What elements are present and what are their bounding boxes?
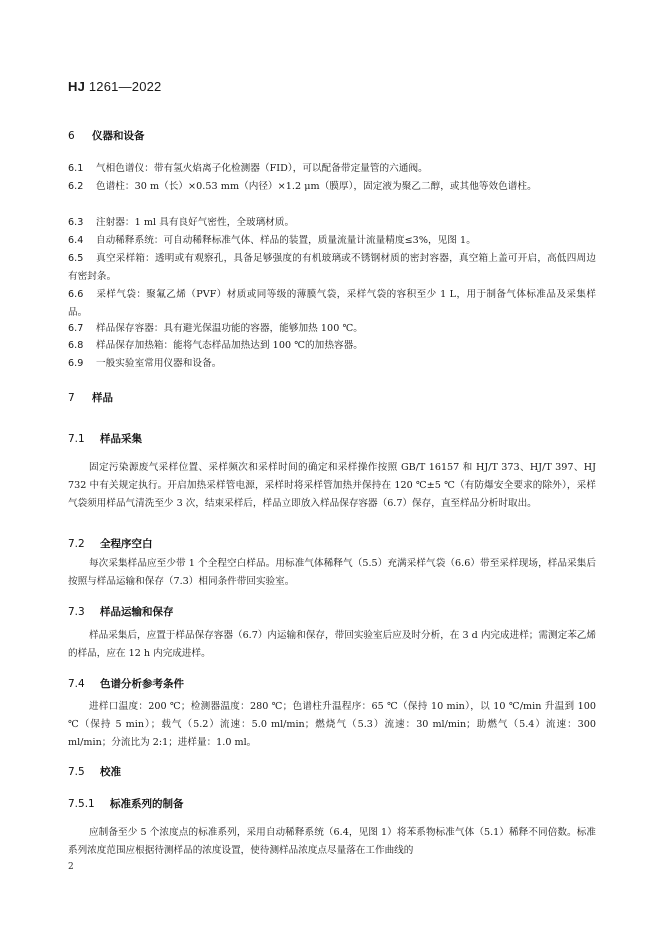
section-number: 7	[68, 392, 75, 404]
subsection-7-3-body: 样品采集后，应置于样品保存容器（6.7）内运输和保存，带回实验室后应及时分析，在 3 d 内完成进样；需测定苯乙烯的样品，应在 12 h 内完成进样。	[68, 630, 596, 659]
standard-header	[68, 79, 161, 94]
subsection-number: 7.1	[68, 433, 85, 445]
subsection-7-4-body: 进样口温度：200 ℃；检测器温度：280 ℃；色谱柱升温程序：65 ℃（保持 10 min），以 10 ℃/min 升温到 100 ℃（保持 5 min）；载气（5.2）流速：5.0 ml/min；燃烧气（5.3）流速：30 ml/min；助燃气（5.4）流速：300 ml/min；分流比为 2:1；进样量：1.0 ml。	[68, 701, 596, 748]
clause-6-3	[68, 214, 596, 232]
clause-text: 自动稀释系统：可自动稀释标准气体、样品的装置，质量流量计流量精度≤3%，见图 1。	[96, 235, 476, 246]
clause-number: 6.5	[68, 253, 84, 264]
clause-text: 样品保存容器：具有避光保温功能的容器，能够加热 100 ℃。	[96, 323, 363, 334]
subsection-number: 7.2	[68, 538, 85, 550]
clause-6-1	[68, 160, 596, 178]
clause-text: 样品保存加热箱：能将气态样品加热达到 100 ℃的加热容器。	[96, 340, 363, 351]
clause-6-7	[68, 320, 596, 338]
clause-number: 6.8	[68, 340, 84, 351]
subsection-title: 标准系列的制备	[110, 798, 184, 810]
clause-number: 6.7	[68, 323, 84, 334]
clause-text: 注射器：1 ml 具有良好气密性，全玻璃材质。	[96, 217, 295, 228]
subsection-title: 样品采集	[100, 433, 142, 445]
subsection-7-4-heading	[68, 676, 184, 691]
subsection-7-5-heading	[68, 764, 121, 779]
subsection-7-1-heading	[68, 431, 142, 446]
clause-6-6	[68, 286, 596, 321]
clause-number: 6.3	[68, 217, 84, 228]
clause-text: 采样气袋：聚氟乙烯（PVF）材质或同等级的薄膜气袋，采样气袋的容积至少 1 L，用于制备气体标准品及采集样品。	[68, 289, 596, 318]
subsection-title: 色谱分析参考条件	[100, 678, 184, 690]
section-title: 样品	[92, 392, 113, 404]
section-6-heading	[68, 128, 145, 143]
clause-6-5	[68, 250, 596, 285]
clause-6-8	[68, 337, 596, 355]
clause-number: 6.4	[68, 235, 84, 246]
header-code: 1261—2022	[88, 79, 162, 94]
clause-number: 6.9	[68, 358, 84, 369]
clause-6-2	[68, 178, 596, 196]
section-7-heading	[68, 390, 113, 405]
subsection-number: 7.3	[68, 606, 85, 618]
subsection-number: 7.5	[68, 766, 85, 778]
clause-text: 一般实验室常用仪器和设备。	[96, 358, 222, 369]
clause-number: 6.6	[68, 289, 84, 300]
subsection-title: 全程序空白	[100, 538, 153, 550]
section-number: 6	[68, 130, 75, 142]
subsection-number: 7.5.1	[68, 798, 95, 810]
clause-text: 色谱柱：30 m（长）×0.53 mm（内径）×1.2 μm（膜厚），固定液为聚乙二醇，或其他等效色谱柱。	[96, 181, 537, 192]
subsection-7-3-heading	[68, 604, 174, 619]
section-title: 仪器和设备	[92, 130, 145, 142]
header-prefix: HJ	[68, 79, 86, 94]
clause-6-4	[68, 232, 596, 250]
clause-text: 气相色谱仪：带有氢火焰离子化检测器（FID），可以配备带定量管的六通阀。	[96, 163, 428, 174]
subsection-number: 7.4	[68, 678, 85, 690]
subsection-7-2-body: 每次采集样品应至少带 1 个全程空白样品。用标准气体稀释气（5.5）充满采样气袋（6.6）带至采样现场，样品采集后按照与样品运输和保存（7.3）相同条件带回实验室。	[68, 558, 596, 587]
clause-number: 6.2	[68, 181, 84, 192]
subsection-7-2-heading	[68, 536, 153, 551]
clause-number: 6.1	[68, 163, 84, 174]
clause-text: 真空采样箱：透明或有观察孔，具备足够强度的有机玻璃或不锈钢材质的密封容器，真空箱上盖可开启，高低四周边有密封条。	[68, 253, 596, 282]
clause-6-9	[68, 355, 596, 373]
subsection-title: 样品运输和保存	[100, 606, 174, 618]
subsection-title: 校准	[100, 766, 121, 778]
subsection-7-5-1-body: 应制备至少 5 个浓度点的标准系列，采用自动稀释系统（6.4，见图 1）将苯系物标准气体（5.1）稀释不同倍数。标准系列浓度范围应根据待测样品的浓度设置，使待测样品浓度点尽量落在工作曲线的	[68, 827, 596, 856]
subsection-7-5-1-heading	[68, 796, 184, 811]
page-number: 2	[68, 862, 74, 872]
subsection-7-1-body: 固定污染源废气采样位置、采样频次和采样时间的确定和采样操作按照 GB/T 16157 和 HJ/T 373、HJ/T 397、HJ 732 中有关规定执行。开启加热采样管电源，采样时将采样管加热并保持在 120 ℃±5 ℃（有防爆安全要求的除外），采样气袋须用样品气清洗至少 3 次，结束采样后，样品立即放入样品保存容器（6.7）保存，直至样品分析时取出。	[68, 462, 596, 509]
